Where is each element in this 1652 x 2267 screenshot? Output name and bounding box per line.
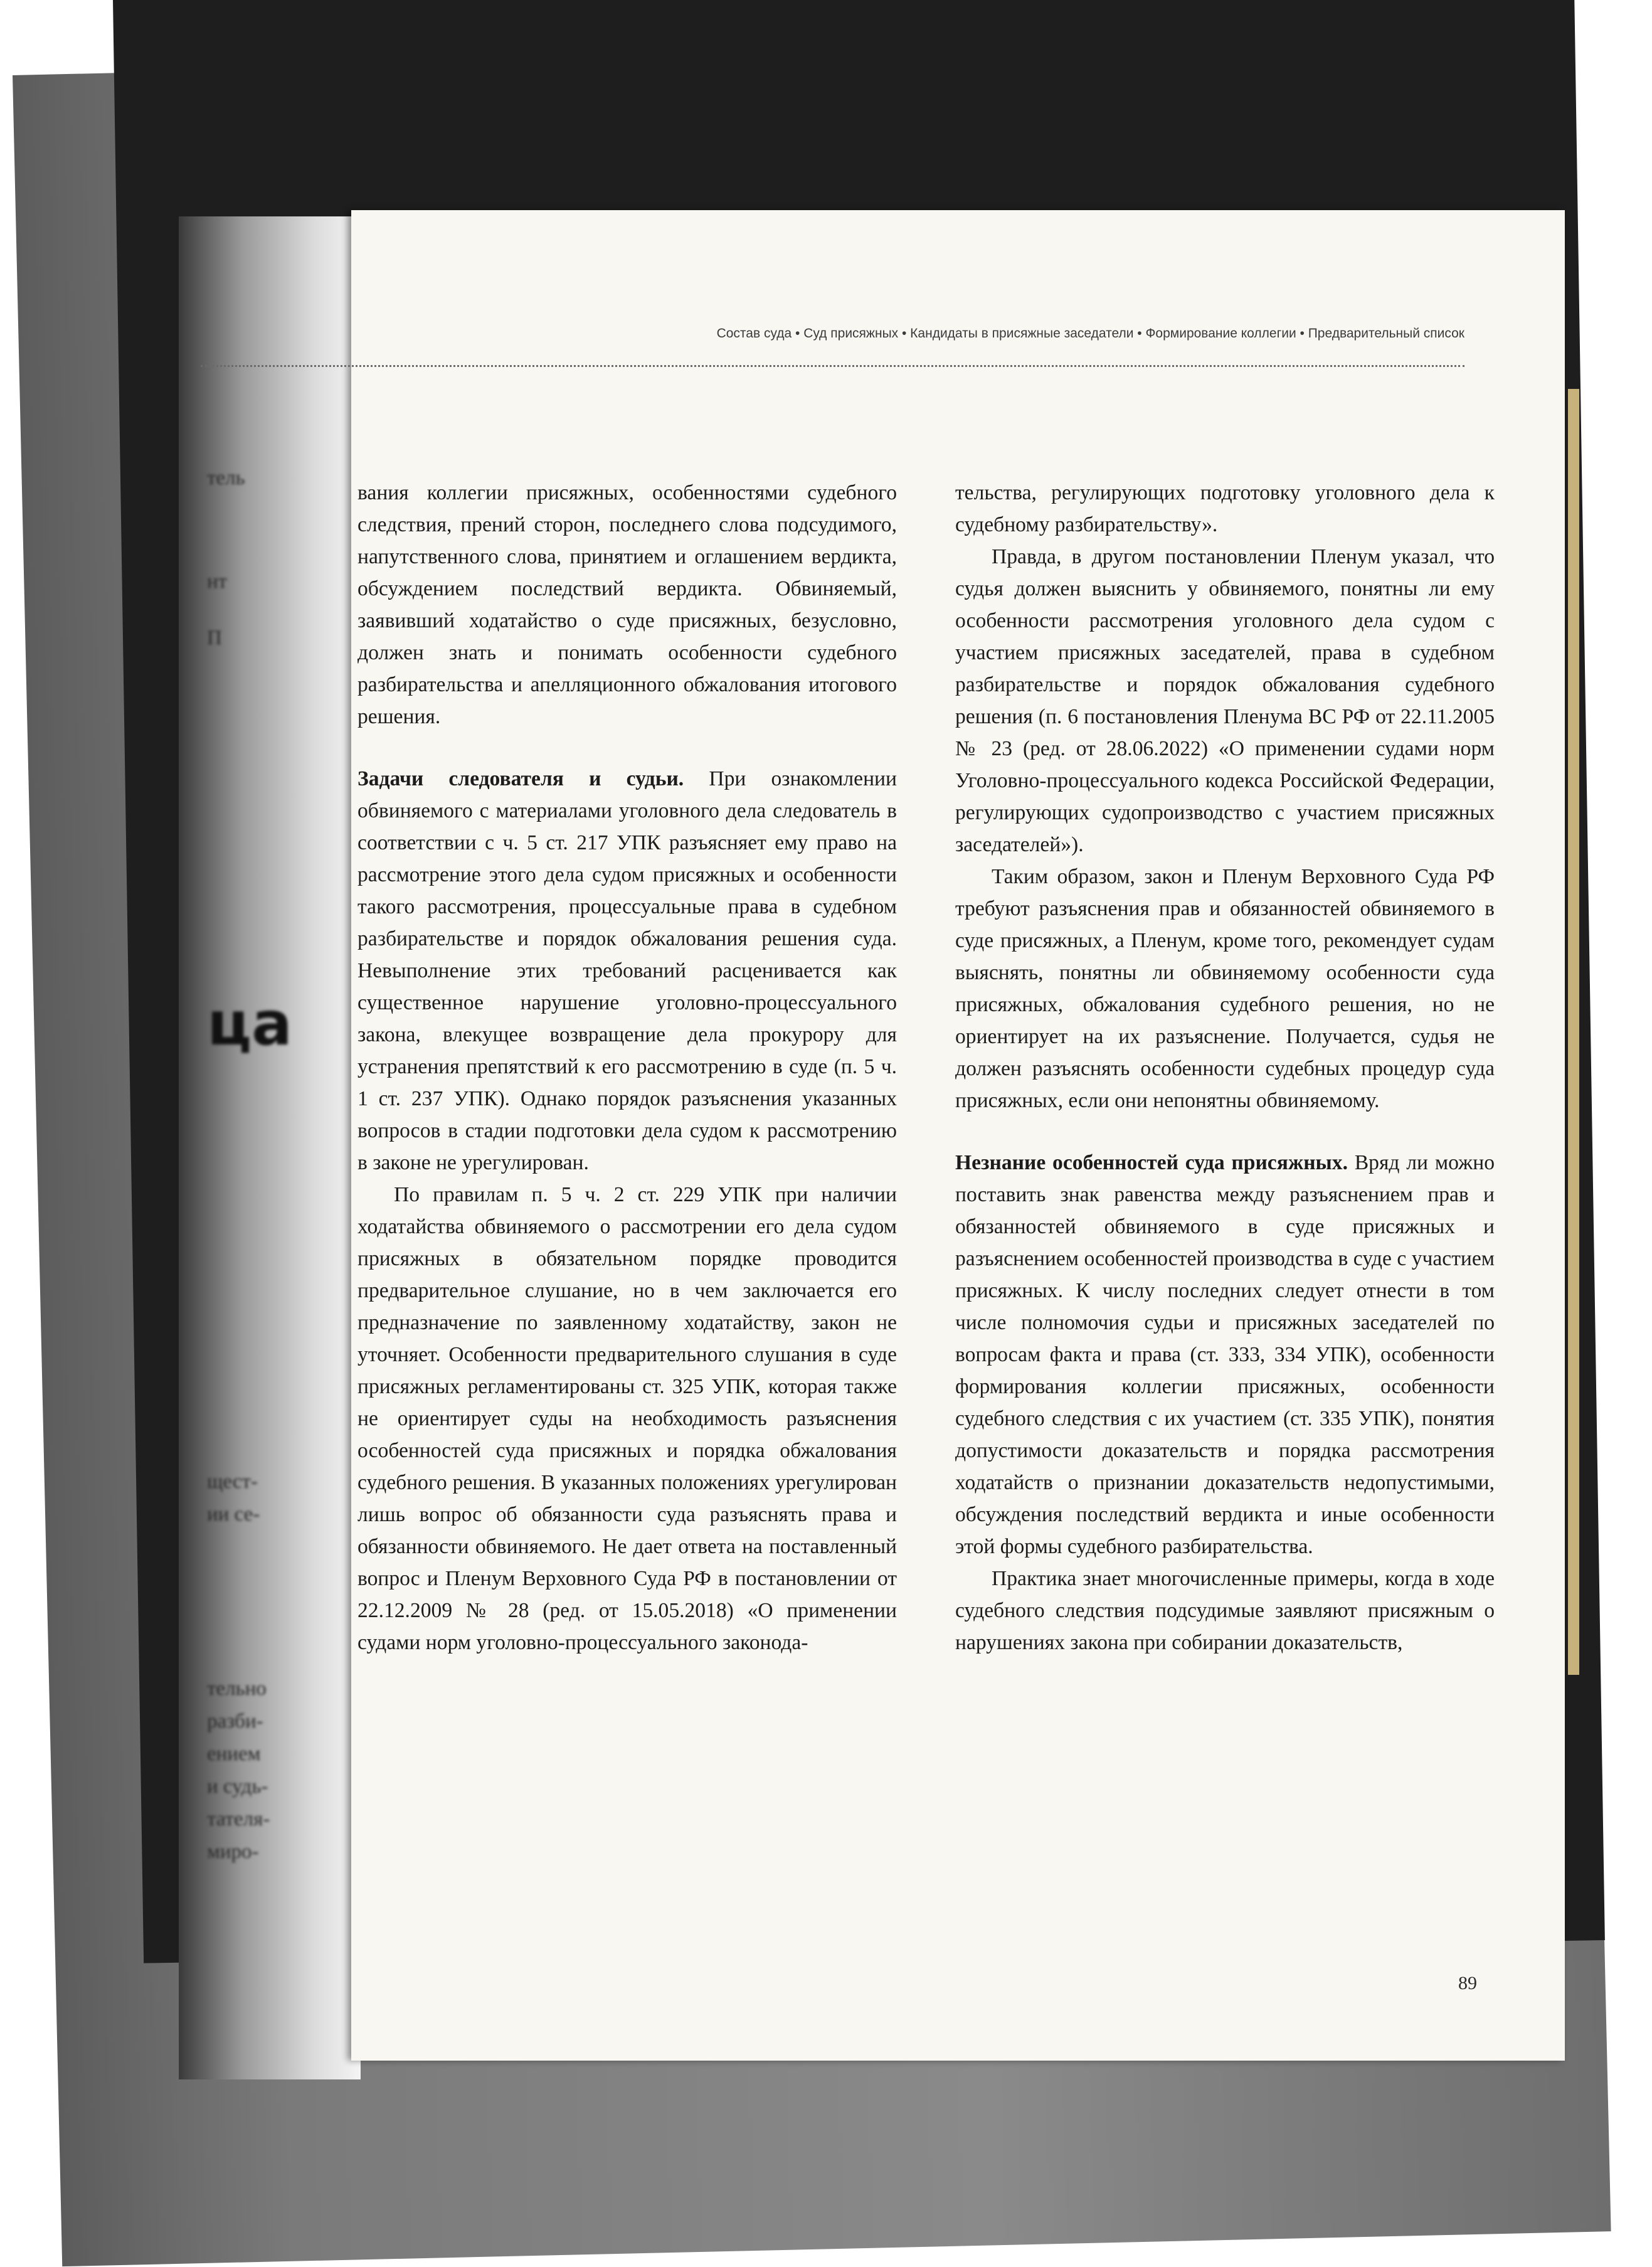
left-fragment: тельно xyxy=(207,1677,267,1700)
left-fragment: тель xyxy=(207,467,245,489)
left-page-fragments xyxy=(207,464,357,1882)
paragraph: тельства, регулирующих подготовку уголовного дела к судебному разбирательству». xyxy=(955,481,1495,536)
paragraph: По правилам п. 5 ч. 2 ст. 229 УПК при наличии ходатайства обвиняемого о рассмотрении его дела судом присяжных в обязательном порядке проводится предварительное слушание, но в чем заключается его предназначение по заявленному ходатайству, закон не уточняет. Особенности предварительного слушания в суде присяжных регламентированы ст. 325 УПК, которая также не ориентирует суды на необходимость разъяснения особенностей суда присяжных и порядка обжалования судебного решения. В указанных положениях урегулирован лишь вопрос об обязанности суда разъяснять права и обязанности обвиняемого. Не дает ответа на поставленный вопрос и Пленум Верховного Суда РФ в постановлении от 22.12.2009 № 28 (ред. от 15.05.2018) «О применении судами норм уголовно-процессуального законода- xyxy=(357,1183,897,1654)
paragraph: вания коллегии присяжных, особенностями судебного следствия, прений сторон, последнего слова подсудимого, напутственного слова, принятием и оглашением вердикта, обсуждением последствий вердикта. Обвиняемый, заявивший ходатайство о суде присяжных, безусловно, должен знать и понимать особенности судебного разбирательства и апелляционного обжалования итогового решения. xyxy=(357,481,897,728)
page-edge-strip xyxy=(1568,389,1579,1675)
left-fragment: ением xyxy=(207,1743,261,1765)
left-fragment: миро- xyxy=(207,1840,259,1863)
paragraph: Практика знает многочисленные примеры, когда в ходе судебного следствия подсудимые заявляют присяжным о нарушениях закона при собирании доказательств, xyxy=(955,1567,1495,1654)
left-fragment: щест- xyxy=(207,1470,258,1493)
page-number: 89 xyxy=(1458,1973,1477,1994)
header-dotted-rule xyxy=(201,365,1464,367)
left-fragment: ца xyxy=(207,989,292,1059)
running-header: Состав суда • Суд присяжных • Кандидаты в присяжные заседатели • Формирование коллегии • Предварительный список xyxy=(716,326,1464,341)
left-fragment: и судь- xyxy=(207,1775,268,1798)
book-page xyxy=(351,210,1565,2061)
paragraph-body: При ознакомлении обвиняемого с материалами уголовного дела следователь в соответствии с ч. 5 ст. 217 УПК разъясняет ему право на рассмотрение этого дела судом присяжных и особенности такого рассмотрения, процессуальные права в судебном разбирательстве и порядок обжалования решения суда. Невыполнение этих требований расценивается как существенное нарушение уголовно-процессуального закона, влекущее возвращение дела прокурору для устранения препятствий к его рассмотрению в суде (п. 5 ч. 1 ст. 237 УПК). Однако порядок разъяснения указанных вопросов в стадии подготовки дела судом к рассмотрению в законе не урегулирован. xyxy=(357,767,897,1174)
left-fragment: разби- xyxy=(207,1710,263,1733)
paragraph xyxy=(357,763,897,1179)
paragraph xyxy=(955,1147,1495,1563)
paragraph-lead: Незнание особенностей суда присяжных. xyxy=(955,1151,1348,1174)
paragraph-body: Вряд ли можно поставить знак равенства между разъяснением прав и обязанностей обвиняемого в суде присяжных и разъяснением особенностей производства в суде с участием присяжных. К числу последних следует отнести в том числе полномочия судьи и присяжных заседателей по вопросам факта и права (ст. 333, 334 УПК), особенности формирования коллегии присяжных, особенности судебного следствия с их участием (ст. 335 УПК), понятия допустимости доказательств и порядка рассмотрения ходатайств о признании доказательств недопустимыми, обсуждения последствий вердикта и иные особенности этой формы судебного разбирательства. xyxy=(955,1151,1495,1558)
text-column-left xyxy=(357,477,897,1659)
left-fragment: тателя- xyxy=(207,1808,270,1830)
paragraph: Таким образом, закон и Пленум Верховного Суда РФ требуют разъяснения прав и обязанностей обвиняемого в суде присяжных, а Пленум, кроме того, рекомендует судам выяснять, понятны ли обвиняемому особенности суда присяжных, обжалования судебного решения, но не ориентирует на их разъяснение. Получается, судья не должен разъяснять особенности судебных процедур суда присяжных, если они непонятны обвиняемому. xyxy=(955,865,1495,1112)
paragraph: Правда, в другом постановлении Пленум указал, что судья должен выяснить у обвиняемого, понятны ли ему особенности рассмотрения уголовного дела судом с участием присяжных заседателей, права в судебном разбирательстве и порядок обжалования судебного решения (п. 6 постановления Пленума ВС РФ от 22.11.2005 № 23 (ред. от 28.06.2022) «О применении судами норм Уголовно-процессуального кодекса Российской Федерации, регулирующих судопроизводство с участием присяжных заседателей»). xyxy=(955,545,1495,856)
text-column-right xyxy=(955,477,1495,1659)
paragraph-lead: Задачи следователя и судьи. xyxy=(357,767,684,790)
left-fragment: П xyxy=(207,627,222,649)
left-fragment: нт xyxy=(207,570,228,593)
left-fragment: ии се- xyxy=(207,1503,260,1526)
